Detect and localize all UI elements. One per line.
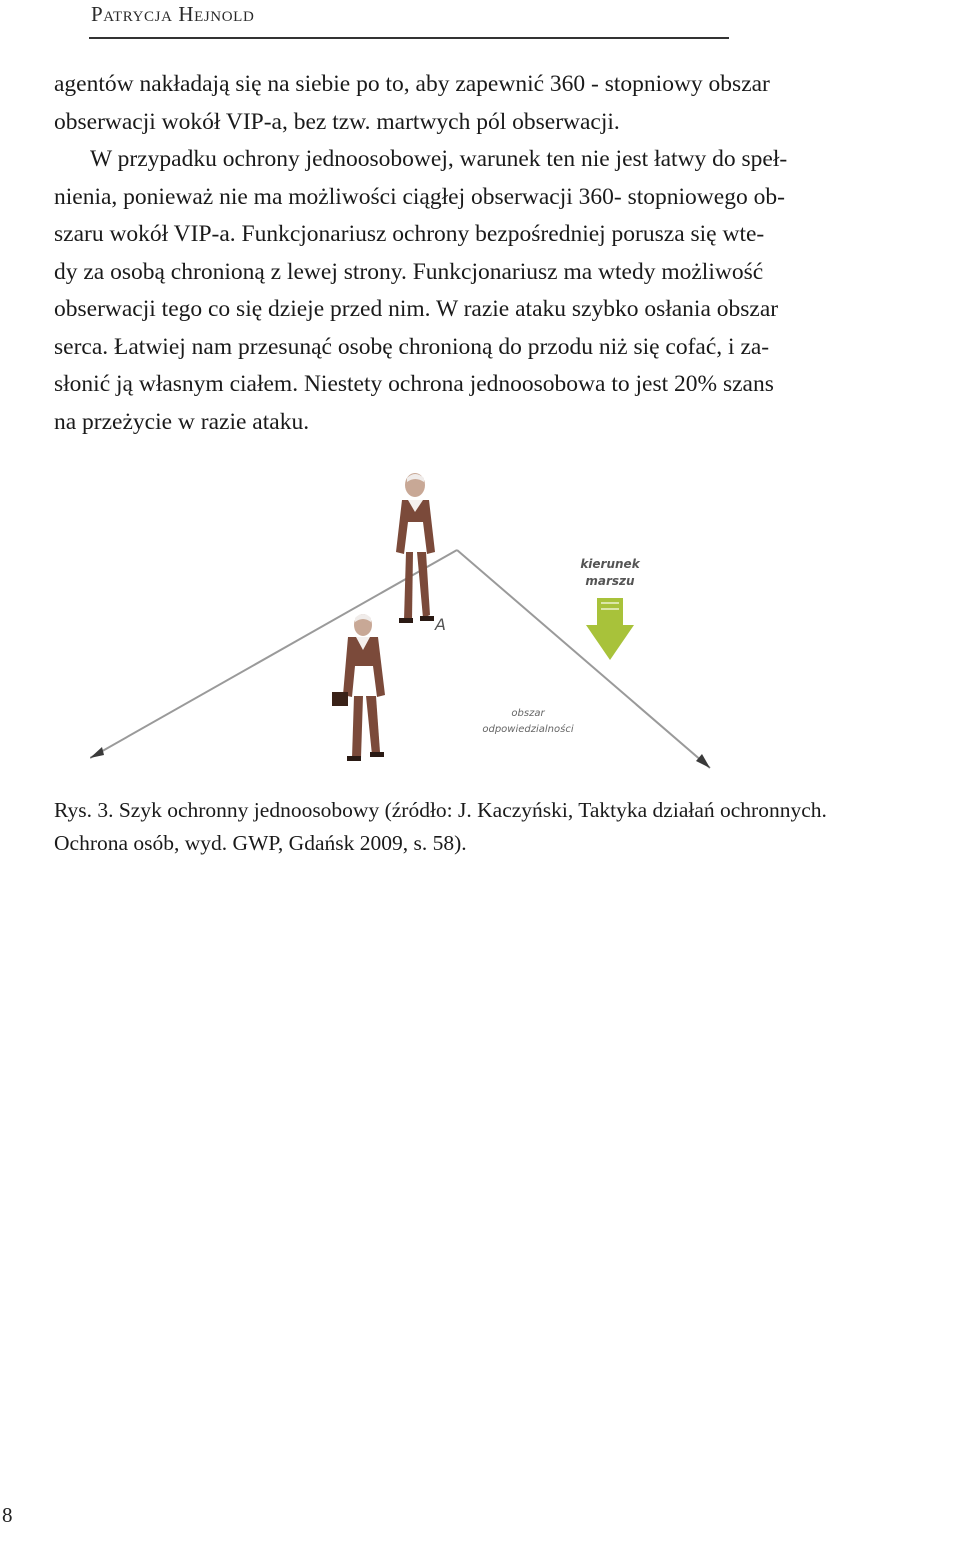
protected-person-icon: [396, 473, 435, 623]
text-line: obserwacji tego co się dzieje przed nim. W razie ataku szybko osłania obszar: [54, 296, 779, 322]
area-label-2: odpowiedzialności: [482, 724, 574, 735]
header-rule: [89, 37, 729, 39]
text-line: słonić ją własnym ciałem. Niestety ochrona jednoosobowa to jest 20% szans: [54, 371, 774, 397]
author-name: Patrycja Hejnold: [91, 2, 255, 26]
caption-line: Rys. 3. Szyk ochronny jednoosobowy (źródło: J. Kaczyński, Taktyka działań ochronnych.: [54, 798, 827, 822]
text-line: agentów nakładają się na siebie po to, aby zapewnić 360 - stopniowy obszar: [54, 71, 770, 97]
text-line: dy za osobą chronioną z lewej strony. Funkcjonariusz ma wtedy możliwość: [54, 258, 764, 285]
position-label: A: [435, 615, 446, 634]
running-header: [89, 0, 729, 38]
direction-label-1: kierunek: [580, 557, 640, 571]
figure-protection-formation: [90, 470, 715, 770]
text-line: szaru wokół VIP-a. Funkcjonariusz ochrony bezpośredniej porusza się wte-: [54, 221, 765, 247]
figure-illustration: [90, 470, 715, 770]
text-line: na przeżycie w razie ataku.: [54, 408, 310, 435]
page-number: 8: [2, 1503, 13, 1527]
officer-icon: [332, 614, 385, 761]
direction-arrow-icon: [586, 598, 634, 660]
text-line: serca. Łatwiej nam przesunąć osobę chronioną do przodu niż się cofać, i za-: [54, 333, 770, 360]
figure-caption: [54, 794, 954, 860]
text-line: W przypadku ochrony jednoosobowej, warunek ten nie jest łatwy do speł-: [90, 146, 788, 172]
direction-label-2: marszu: [585, 574, 635, 588]
text-line: obserwacji wokół VIP-a, bez tzw. martwych pól obserwacji.: [54, 108, 620, 135]
caption-line: Ochrona osób, wyd. GWP, Gdańsk 2009, s. 58).: [54, 831, 467, 855]
body-paragraph: [54, 66, 954, 441]
text-line: nienia, ponieważ nie ma możliwości ciągłej obserwacji 360- stopniowego ob-: [54, 183, 785, 210]
area-label-1: obszar: [511, 708, 545, 719]
